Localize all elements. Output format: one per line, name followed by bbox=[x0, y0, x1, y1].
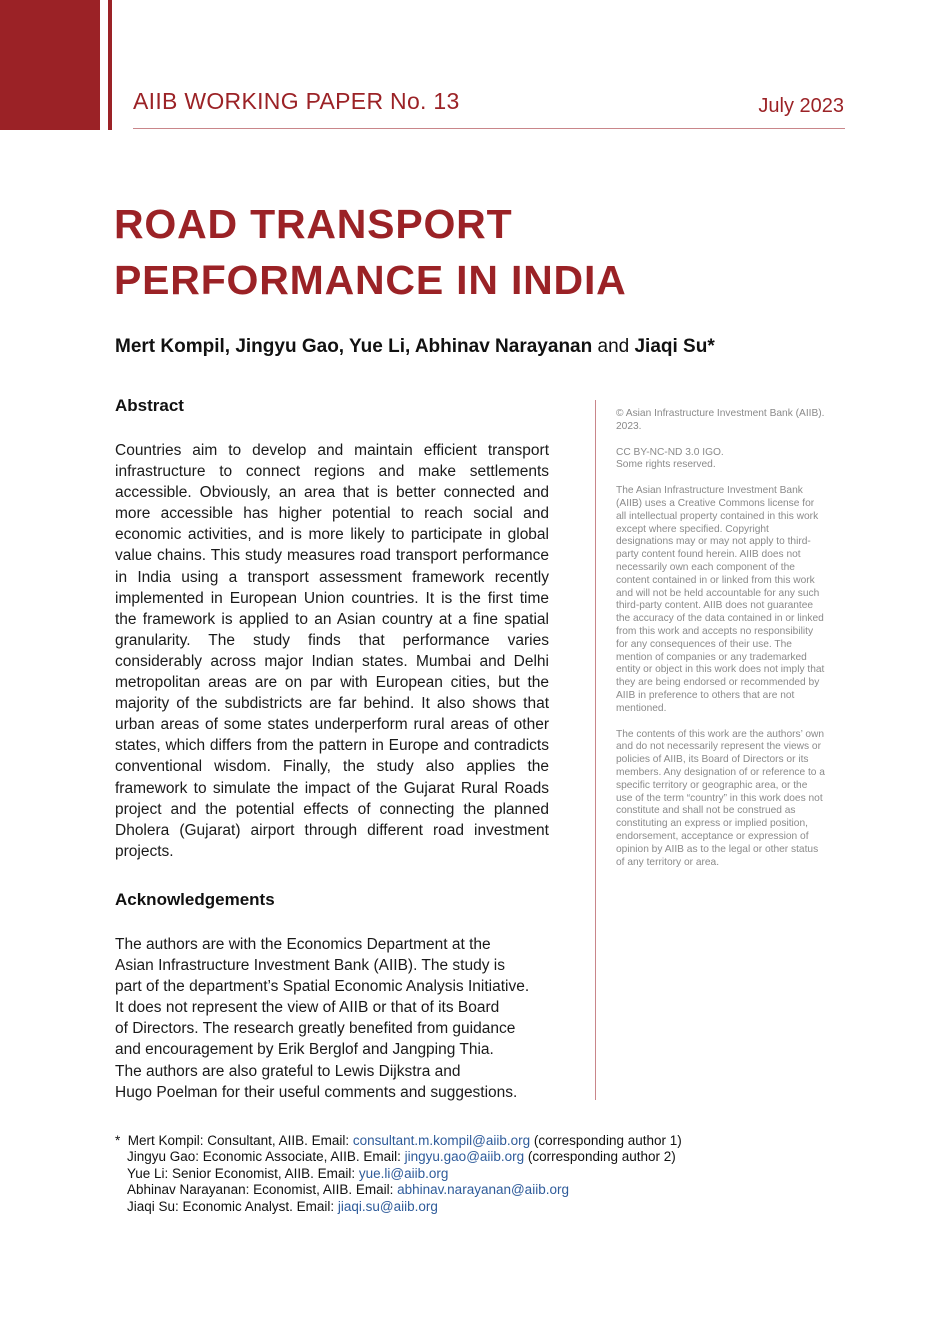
footnote-marker: * bbox=[115, 1133, 121, 1148]
paper-title bbox=[114, 196, 627, 308]
footnote-line bbox=[115, 1149, 682, 1165]
author-footnotes bbox=[115, 1133, 682, 1215]
footnote-line bbox=[115, 1133, 682, 1149]
footnote-text: Mert Kompil: Consultant, AIIB. Email: bbox=[127, 1133, 353, 1148]
ack-line: The authors are with the Economics Department at the bbox=[115, 936, 491, 953]
rights-notice: Some rights reserved. bbox=[616, 459, 716, 471]
footnote-line bbox=[115, 1199, 682, 1215]
email-link[interactable]: jiaqi.su@aiib.org bbox=[337, 1198, 438, 1214]
header-divider bbox=[133, 128, 845, 129]
license-notice bbox=[616, 447, 826, 473]
footnote-text: Jingyu Gao: Economic Associate, AIIB. Email: bbox=[127, 1149, 405, 1165]
acknowledgements-heading: Acknowledgements bbox=[115, 890, 275, 909]
email-link[interactable]: yue.li@aiib.org bbox=[358, 1165, 449, 1181]
ack-line: Asian Infrastructure Investment Bank (AIIB). The study is bbox=[115, 957, 505, 975]
disclaimer-views: The contents of this work are the authors’ own and do not necessarily represent the views or policies of AIIB, its Board of Directors or its members. Any designation of or reference to a specific territory or geographic area, or the use of the term “country” in this work does not constitute and shall not be construed as constituting an express or implied position, endorsement, acceptance or expression of opinion by AIIB as to the legal or other status of any territory or area. bbox=[616, 728, 825, 868]
abstract-heading: Abstract bbox=[115, 396, 184, 415]
header-color-block bbox=[0, 0, 100, 130]
ack-line: and encouragement by Erik Berglof and Jangping Thia. bbox=[115, 1041, 494, 1059]
ack-line: The authors are also grateful to Lewis Dijkstra and bbox=[115, 1062, 461, 1080]
copyright-notice: © Asian Infrastructure Investment Bank (AIIB). 2023. bbox=[616, 408, 825, 432]
footnote-line bbox=[115, 1166, 682, 1182]
license-name: CC BY-NC-ND 3.0 IGO. bbox=[616, 446, 724, 458]
ack-line: part of the department’s Spatial Economic Analysis Initiative. bbox=[115, 978, 530, 996]
author-last: Jiaqi Su* bbox=[634, 336, 715, 357]
paper-title-line-1: ROAD TRANSPORT bbox=[114, 201, 513, 247]
sidebar-divider bbox=[595, 400, 596, 1100]
acknowledgements-text bbox=[115, 934, 555, 1103]
email-link[interactable]: jingyu.gao@aiib.org bbox=[404, 1149, 525, 1165]
paper-title-line-2: PERFORMANCE IN INDIA bbox=[114, 257, 627, 303]
abstract-text: Countries aim to develop and maintain efficient transport infrastructure to connect regions and make settlements accessible. Obviously, an area that is better connected and more accessible has higher potential to reach social and economic activities, and is more likely to participate in global value chains. This study measures road transport performance in India using a transport assessment framework recently implemented in European Union countries. It is the first time the framework is applied to an Asian country at a fine spatial granularity. The study finds that performance varies considerably across major Indian states. Mumbai and Delhi metropolitan areas are on par with European cities, but the majority of the subdistricts are far behind. It also shows that urban areas of some states underperform rural areas of other states, which differs from the pattern in Europe and contradicts conventional wisdom. Finally, the study also applies the framework to simulate the impact of the Gujarat Rural Roads project and the potential effects of connecting the planned Dholera (Gujarat) airport through different road investment projects. bbox=[115, 442, 549, 860]
footnote-text: Abhinav Narayanan: Economist, AIIB. Email: bbox=[127, 1182, 398, 1198]
footnote-note: (corresponding author 1) bbox=[530, 1133, 682, 1148]
copyright-sidebar bbox=[616, 408, 826, 882]
series-title: AIIB WORKING PAPER No. 13 bbox=[133, 88, 460, 114]
footnote-note: (corresponding author 2) bbox=[524, 1149, 676, 1165]
header-accent-bar bbox=[108, 0, 112, 130]
footnote-text: Jiaqi Su: Economic Analyst. Email: bbox=[127, 1198, 338, 1214]
email-link[interactable]: consultant.m.kompil@aiib.org bbox=[352, 1133, 531, 1148]
author-conjunction: and bbox=[597, 336, 630, 357]
author-names: Mert Kompil, Jingyu Gao, Yue Li, Abhinav Narayanan bbox=[115, 336, 593, 357]
footnote-line bbox=[115, 1182, 682, 1198]
email-link[interactable]: abhinav.narayanan@aiib.org bbox=[397, 1182, 569, 1198]
ack-line: It does not represent the view of AIIB or that of its Board bbox=[115, 999, 500, 1017]
ack-line: of Directors. The research greatly benefited from guidance bbox=[115, 1020, 516, 1038]
author-list bbox=[115, 336, 715, 358]
publication-date: July 2023 bbox=[758, 95, 844, 117]
disclaimer-license: The Asian Infrastructure Investment Bank (AIIB) uses a Creative Commons license for all intellectual property contained in this work except where specified. Copyright designations may or may not apply to third-party content found herein. AIIB does not necessarily own each component of the content contained in or linked from this work and will not be held accountable for any such third-party content. AIIB does not guarantee the accuracy of the data contained in or linked from this work and accepts no responsibility for any consequences of their use. The mention of companies or any trademarked entity or object in this work does not imply that they are being endorsed or recommended by AIIB in preference to others that are not mentioned. bbox=[616, 485, 825, 714]
footnote-text: Yue Li: Senior Economist, AIIB. Email: bbox=[127, 1165, 359, 1181]
ack-line: Hugo Poelman for their useful comments and suggestions. bbox=[115, 1083, 518, 1101]
